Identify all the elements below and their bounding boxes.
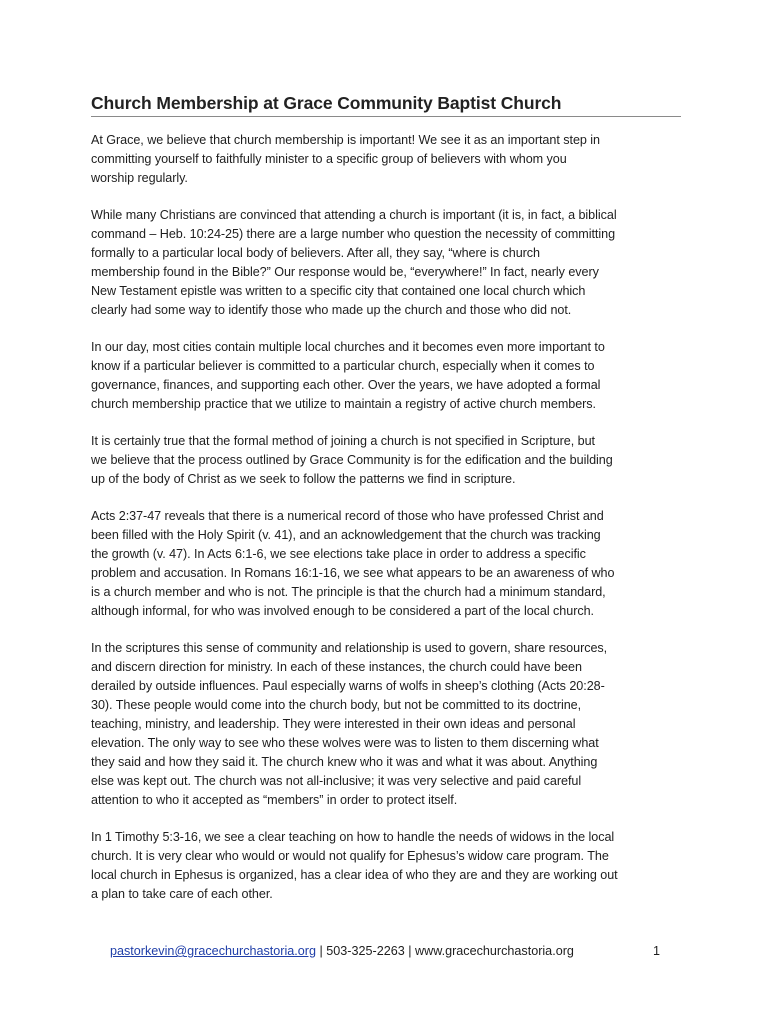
- footer-separator: |: [404, 944, 415, 958]
- paragraph-line: teaching, ministry, and leadership. They were interested in their own ideas and personal: [91, 717, 576, 731]
- footer-separator: |: [316, 944, 327, 958]
- paragraph-line: In the scriptures this sense of community and relationship is used to govern, share resources,: [91, 641, 608, 655]
- paragraph-line: In 1 Timothy 5:3-16, we see a clear teaching on how to handle the needs of widows in the local: [91, 830, 615, 844]
- paragraph-line: is a church member and who is not. The principle is that the church had a minimum standard,: [91, 585, 606, 599]
- paragraph-line: formally to a particular local body of believers. After all, they say, “where is church: [91, 246, 540, 260]
- body-paragraph: [91, 131, 681, 188]
- page-title: Church Membership at Grace Community Baptist Church: [91, 93, 562, 113]
- body-paragraph: [91, 338, 681, 414]
- paragraph-line: they said and how they said it. The church knew who it was and what it was about. Anything: [91, 755, 598, 769]
- paragraph-line: church. It is very clear who would or would not qualify for Ephesus’s widow care program. The: [91, 849, 609, 863]
- paragraph-line: Acts 2:37-47 reveals that there is a numerical record of those who have professed Christ and: [91, 509, 604, 523]
- paragraph-line: up of the body of Christ as we seek to follow the patterns we find in scripture.: [91, 472, 516, 486]
- paragraph-line: elevation. The only way to see who these wolves were was to listen to them discerning what: [91, 736, 599, 750]
- paragraph-line: problem and accusation. In Romans 16:1-16, we see what appears to be an awareness of who: [91, 566, 615, 580]
- paragraph-line: It is certainly true that the formal method of joining a church is not specified in Scripture, but: [91, 434, 596, 448]
- page-number: 1: [653, 944, 661, 958]
- paragraph-line: a plan to take care of each other.: [91, 887, 273, 901]
- paragraph-line: worship regularly.: [91, 171, 188, 185]
- paragraph-line: the growth (v. 47). In Acts 6:1-6, we see elections take place in order to address a specific: [91, 547, 586, 561]
- paragraph-line: attention to who it accepted as “members” in order to protect itself.: [91, 793, 458, 807]
- paragraph-line: been filled with the Holy Spirit (v. 41), and an acknowledgement that the church was tracking: [91, 528, 601, 542]
- paragraph-line: church membership practice that we utilize to maintain a registry of active church members.: [91, 397, 597, 411]
- paragraph-line: we believe that the process outlined by Grace Community is for the edification and the building: [91, 453, 613, 467]
- footer-website: www.gracechurchastoria.org: [415, 944, 574, 958]
- paragraph-line: committing yourself to faithfully minister to a specific group of believers with whom you: [91, 152, 567, 166]
- body-paragraph: [91, 507, 681, 621]
- paragraph-line: clearly had some way to identify those who made up the church and those who did not.: [91, 303, 572, 317]
- paragraph-line: local church in Ephesus is organized, has a clear idea of who they are and they are working out: [91, 868, 618, 882]
- paragraph-line: know if a particular believer is committed to a particular church, especially when it comes to: [91, 359, 595, 373]
- paragraph-line: New Testament epistle was written to a specific city that contained one local church which: [91, 284, 586, 298]
- document-body: [91, 131, 681, 922]
- paragraph-line: command – Heb. 10:24-25) there are a large number who question the necessity of committing: [91, 227, 616, 241]
- paragraph-line: While many Christians are convinced that attending a church is important (it is, in fact, a biblical: [91, 208, 617, 222]
- paragraph-line: derailed by outside influences. Paul especially warns of wolfs in sheep’s clothing (Acts 20:28-: [91, 679, 605, 693]
- paragraph-line: although informal, for who was involved enough to be considered a part of the local church.: [91, 604, 595, 618]
- footer-phone: 503-325-2263: [326, 944, 405, 958]
- paragraph-line: At Grace, we believe that church membership is important! We see it as an important step in: [91, 133, 600, 147]
- paragraph-line: membership found in the Bible?” Our response would be, “everywhere!” In fact, nearly every: [91, 265, 599, 279]
- paragraph-line: governance, finances, and supporting each other. Over the years, we have adopted a formal: [91, 378, 601, 392]
- body-paragraph: [91, 639, 681, 810]
- body-paragraph: [91, 432, 681, 489]
- footer-email-link[interactable]: pastorkevin@gracechurchastoria.org: [110, 944, 316, 958]
- footer: [110, 944, 670, 958]
- paragraph-line: and discern direction for ministry. In each of these instances, the church could have been: [91, 660, 582, 674]
- paragraph-line: 30). These people would come into the church body, but not be committed to its doctrine,: [91, 698, 582, 712]
- paragraph-line: else was kept out. The church was not all-inclusive; it was very selective and paid careful: [91, 774, 582, 788]
- title-block: [91, 92, 681, 117]
- body-paragraph: [91, 828, 681, 904]
- body-paragraph: [91, 206, 681, 320]
- paragraph-line: In our day, most cities contain multiple local churches and it becomes even more important to: [91, 340, 605, 354]
